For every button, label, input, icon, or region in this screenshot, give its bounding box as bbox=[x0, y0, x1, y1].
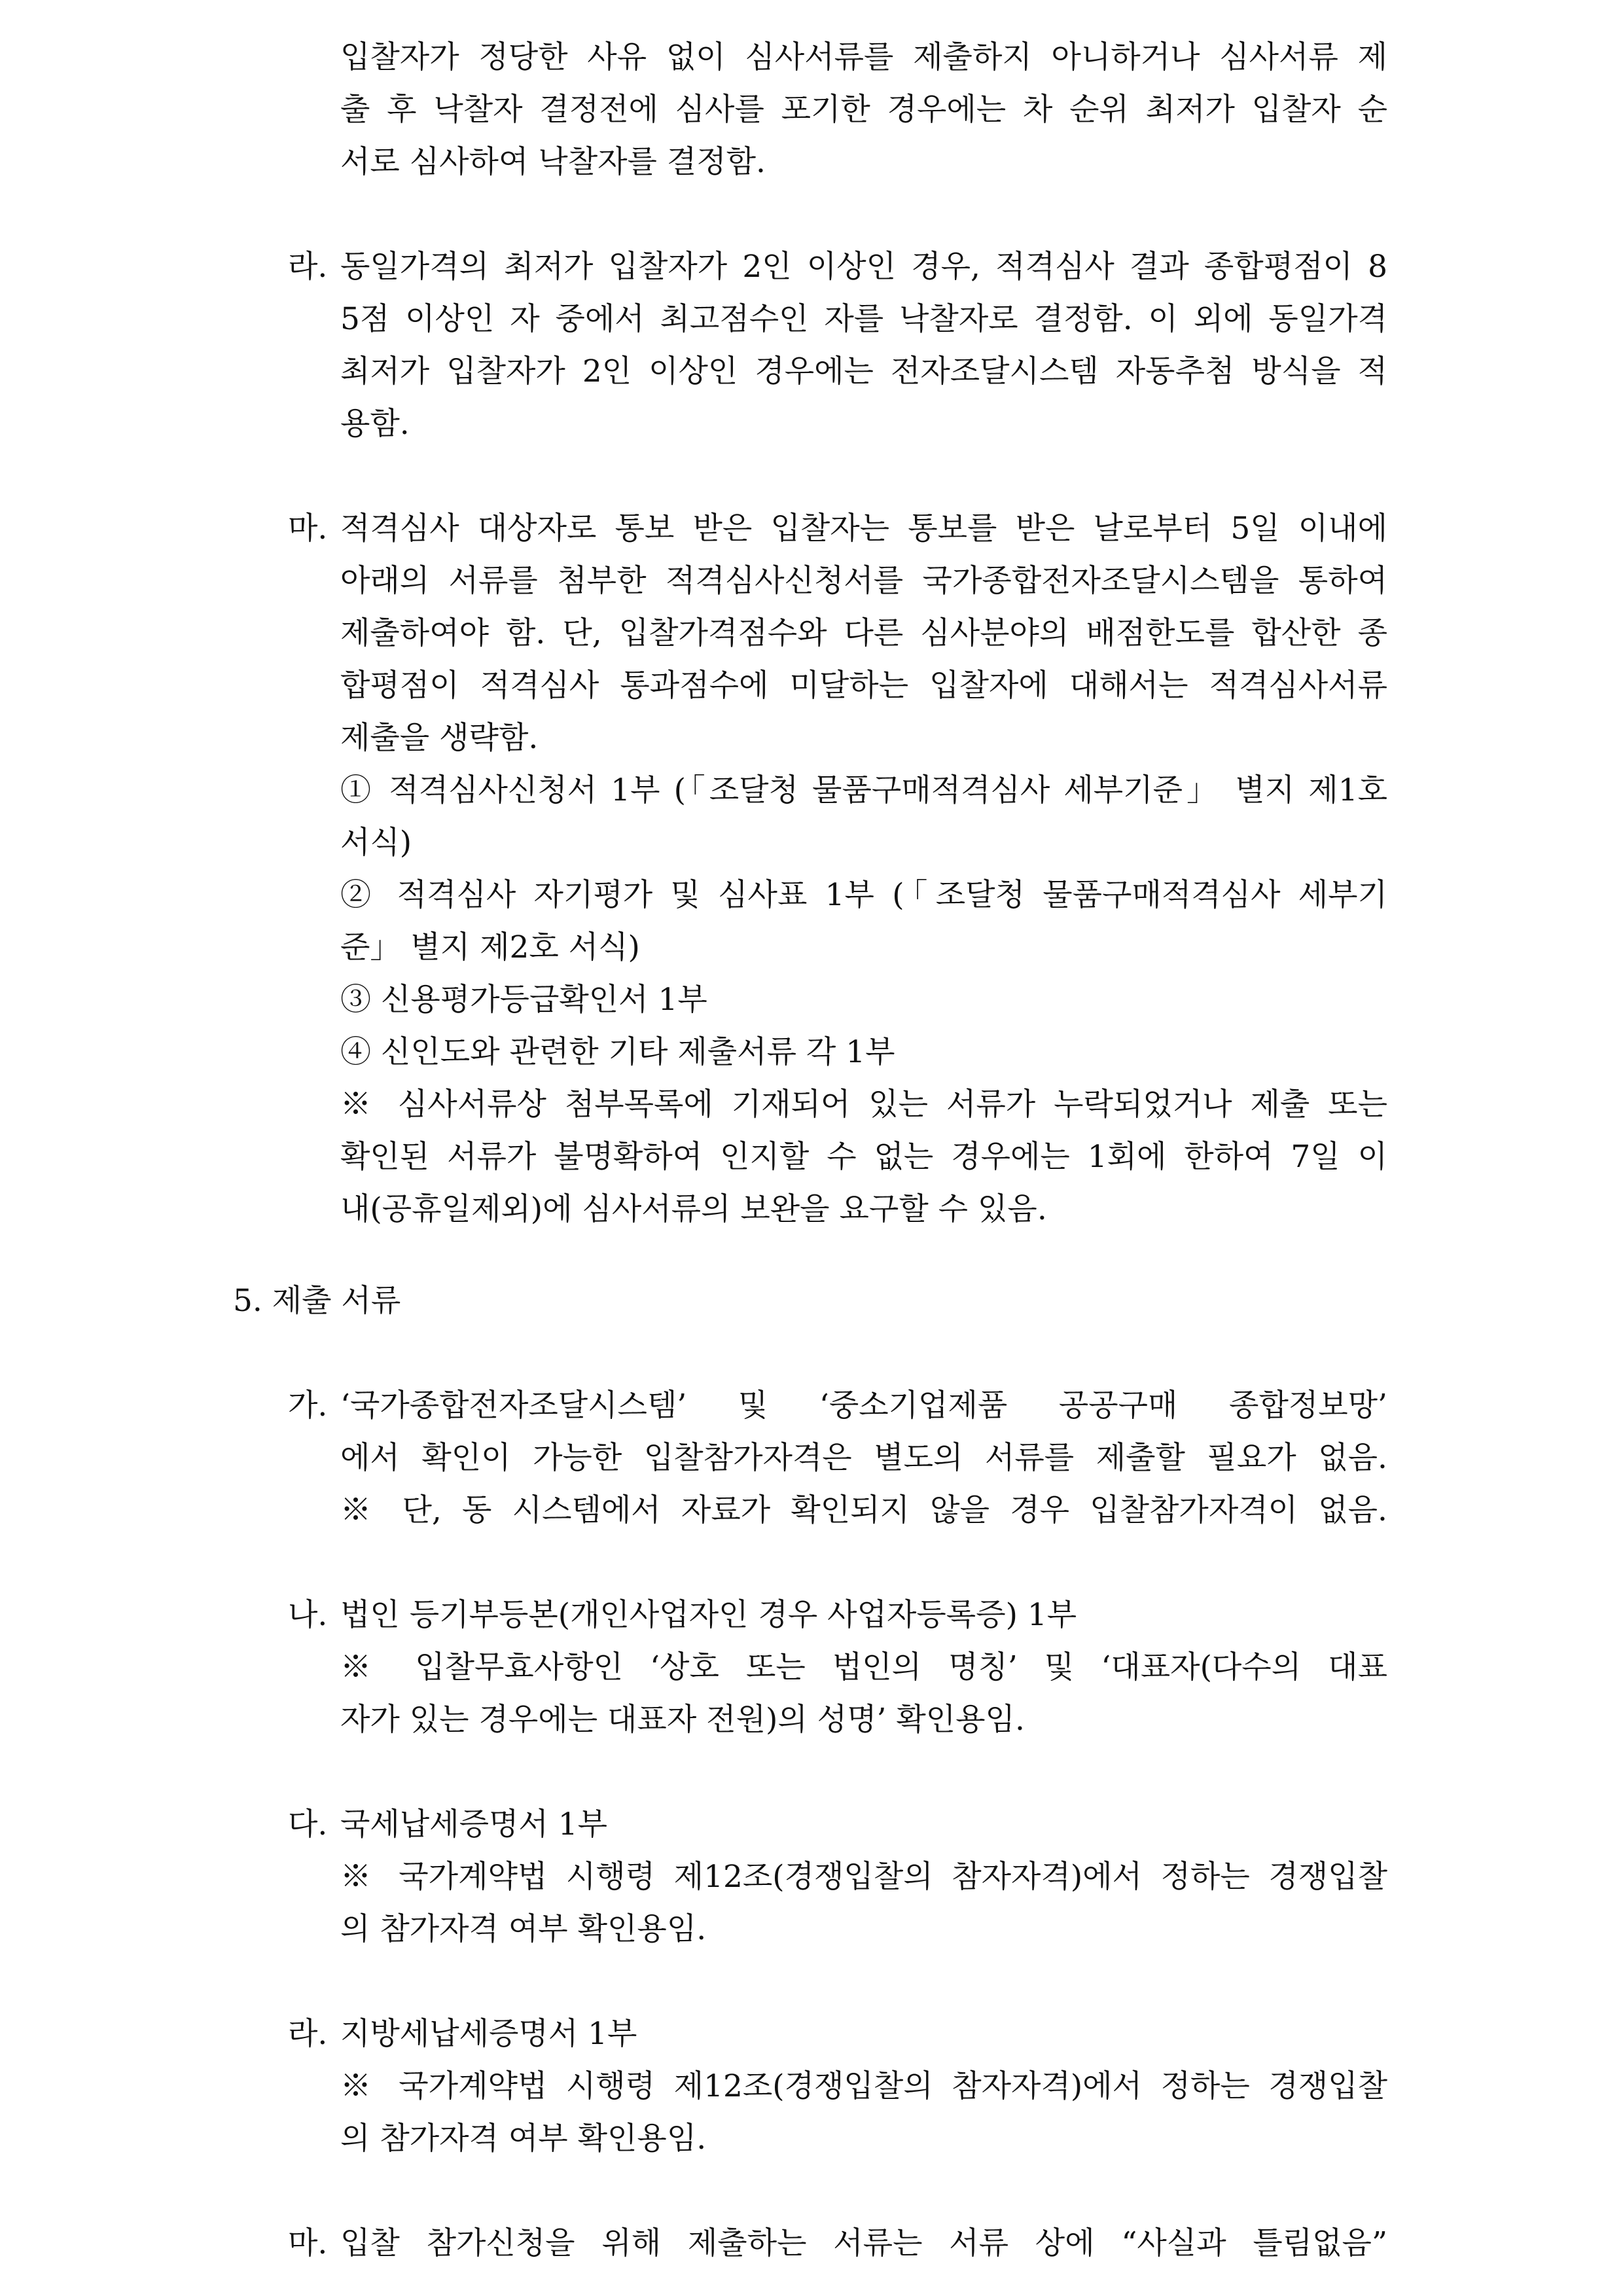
note-line: ※ 입찰무효사항인 ‘상호 또는 법인의 명칭’ 및 ‘대표자(다수의 대표 bbox=[340, 1649, 1387, 1685]
text-line: 국세납세증명서 1부 bbox=[340, 1806, 608, 1842]
text-line: 출 후 낙찰자 결정전에 심사를 포기한 경우에는 차 순위 최저가 입찰자 순 bbox=[340, 92, 1387, 128]
list-marker: 라. bbox=[288, 2016, 328, 2052]
list-marker: 라. bbox=[288, 249, 328, 285]
text-line: 용함. bbox=[340, 406, 410, 442]
text-line: 서로 심사하여 낙찰자를 결정함. bbox=[340, 144, 766, 180]
note-line: ※ 국가계약법 시행령 제12조(경쟁입찰의 참자자격)에서 정하는 경쟁입찰 bbox=[340, 2068, 1387, 2104]
note-line: 내(공휴일제외)에 심사서류의 보완을 요구할 수 있음. bbox=[340, 1191, 1047, 1227]
list-marker: 마. bbox=[288, 511, 328, 547]
numbered-item-1: ① 적격심사신청서 1부 (「조달청 물품구매적격심사 세부기준」 별지 제1호 bbox=[340, 772, 1387, 808]
list-marker: 나. bbox=[288, 1597, 328, 1633]
text-line: 제출하여야 함. 단, 입찰가격점수와 다른 심사분야의 배점한도를 합산한 종 bbox=[340, 615, 1387, 651]
text-line: 지방세납세증명서 1부 bbox=[340, 2016, 637, 2052]
note-line: ※ 국가계약법 시행령 제12조(경쟁입찰의 참자자격)에서 정하는 경쟁입찰 bbox=[340, 1859, 1387, 1895]
text-line: ‘국가종합전자조달시스템’ 및 ‘중소기업제품 공공구매 종합정보망’ bbox=[340, 1388, 1387, 1424]
numbered-item-2: ② 적격심사 자기평가 및 심사표 1부 (「조달청 물품구매적격심사 세부기 bbox=[340, 877, 1387, 913]
list-marker: 마. bbox=[288, 2225, 328, 2261]
text-line: 적격심사 대상자로 통보 받은 입찰자는 통보를 받은 날로부터 5일 이내에 bbox=[340, 511, 1387, 547]
numbered-item-4: ④ 신인도와 관련한 기타 제출서류 각 1부 bbox=[340, 1034, 895, 1070]
text-line: 입찰자가 정당한 사유 없이 심사서류를 제출하지 아니하거나 심사서류 제 bbox=[340, 39, 1387, 75]
text-line: 최저가 입찰자가 2인 이상인 경우에는 전자조달시스템 자동추첨 방식을 적 bbox=[340, 353, 1387, 389]
note-line: ※ 단, 동 시스템에서 자료가 확인되지 않을 경우 입찰참가자격이 없음. bbox=[340, 1492, 1387, 1528]
text-line: 제출을 생략함. bbox=[340, 720, 539, 756]
note-line: 확인된 서류가 불명확하여 인지할 수 없는 경우에는 1회에 한하여 7일 이 bbox=[340, 1139, 1387, 1175]
text-line: 아래의 서류를 첨부한 적격심사신청서를 국가종합전자조달시스템을 통하여 bbox=[340, 563, 1387, 599]
text-line: 동일가격의 최저가 입찰자가 2인 이상인 경우, 적격심사 결과 종합평점이 8 bbox=[340, 249, 1387, 285]
text-line: 입찰 참가신청을 위해 제출하는 서류는 서류 상에 “사실과 틀림없음” bbox=[340, 2225, 1387, 2261]
text-line: 준」 별지 제2호 서식) bbox=[340, 929, 640, 965]
list-marker: 다. bbox=[288, 1806, 328, 1842]
text-line: 에서 확인이 가능한 입찰참가자격은 별도의 서류를 제출할 필요가 없음. bbox=[340, 1440, 1387, 1476]
note-line: 의 참가자격 여부 확인용임. bbox=[340, 2121, 707, 2157]
numbered-item-3: ③ 신용평가등급확인서 1부 bbox=[340, 982, 707, 1018]
text-line: 서식) bbox=[340, 825, 412, 861]
text-line: 5점 이상인 자 중에서 최고점수인 자를 낙찰자로 결정함. 이 외에 동일가격 bbox=[340, 301, 1387, 337]
note-line: 자가 있는 경우에는 대표자 전원)의 성명’ 확인용임. bbox=[340, 1702, 1025, 1738]
text-line: 법인 등기부등본(개인사업자인 경우 사업자등록증) 1부 bbox=[340, 1597, 1077, 1633]
note-line: ※ 심사서류상 첨부목록에 기재되어 있는 서류가 누락되었거나 제출 또는 bbox=[340, 1086, 1387, 1122]
text-line: 합평점이 적격심사 통과점수에 미달하는 입찰자에 대해서는 적격심사서류 bbox=[340, 668, 1387, 704]
list-marker: 가. bbox=[288, 1388, 328, 1424]
section-heading: 5. 제출 서류 bbox=[233, 1283, 401, 1319]
note-line: 의 참가자격 여부 확인용임. bbox=[340, 1911, 707, 1947]
